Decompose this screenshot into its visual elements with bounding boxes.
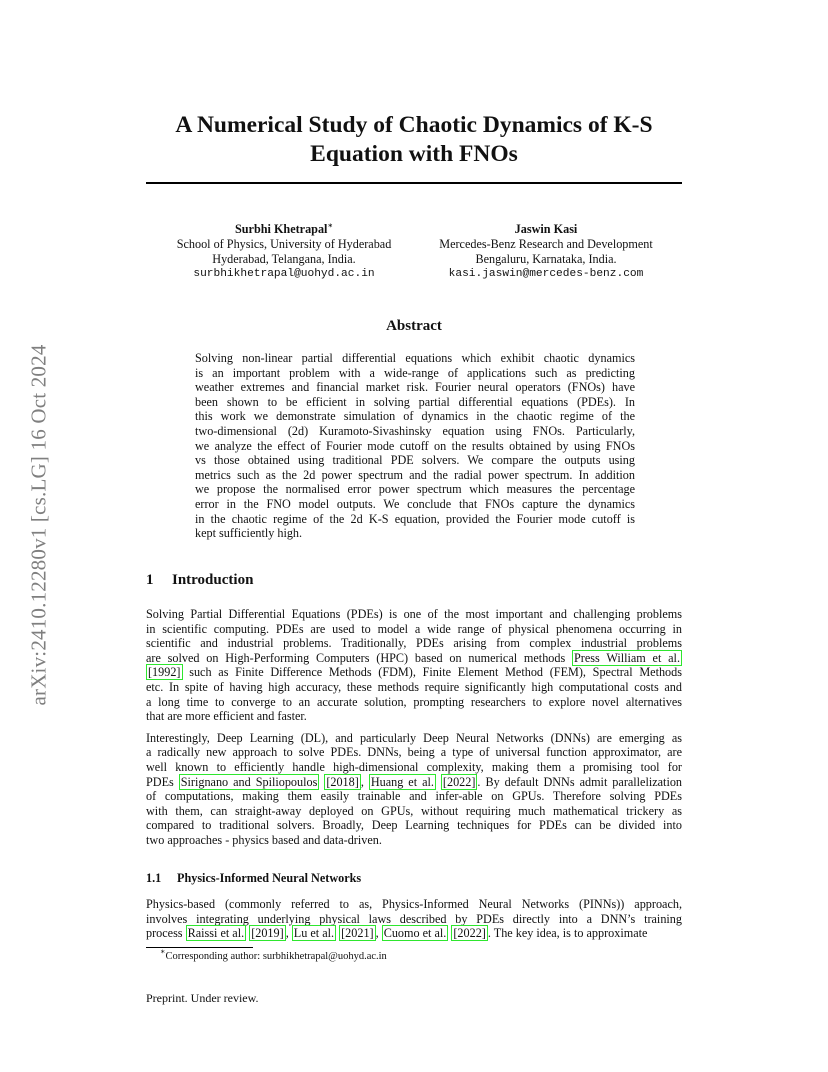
text-segment: in scientific computing. PDEs are used to model a wide range of physical phenomena occurring in <box>146 621 682 636</box>
text-segment: , <box>285 926 292 941</box>
abstract-line: kept sufficiently high. <box>195 526 303 541</box>
text-segment: etc. In spite of having high accuracy, these methods require significantly high computational costs and <box>146 679 682 694</box>
title-line-2: Equation with FNOs <box>310 141 518 167</box>
citation-link[interactable]: [2022] <box>453 926 486 941</box>
abstract-line: we propose the normalised error power spectrum which measures the percentage <box>195 482 635 497</box>
subsection-heading-pinn <box>146 871 361 886</box>
author-location: Hyderabad, Telangana, India. <box>212 252 356 266</box>
arxiv-id-text: arXiv:2410.12280v1 [cs.LG] 16 Oct 2024 <box>26 344 51 706</box>
text-segment: compared to traditional solvers. Broadly, Deep Learning techniques for PDEs can be divided into <box>146 818 682 833</box>
text-line <box>146 897 682 912</box>
text-segment: a radically new approach to solve PDEs. DNNs, being a type of universal function approximator, are <box>146 745 682 760</box>
abstract-line: this work we demonstrate simulation of dynamics in the chaotic regime of the <box>195 409 635 424</box>
author-block-2 <box>416 222 676 282</box>
text-segment: , <box>375 926 382 941</box>
text-segment: that are more efficient and faster. <box>146 709 307 724</box>
section-heading-introduction <box>146 572 253 589</box>
text-segment: process <box>146 926 186 941</box>
text-line <box>146 665 682 680</box>
text-line <box>146 789 682 804</box>
text-line <box>146 926 682 941</box>
text-segment: a long time to converge to an accurate solution, prompting researchers to explore novel alternatives <box>146 694 682 709</box>
citation-link[interactable]: [2021] <box>341 926 374 941</box>
author-block-1 <box>150 222 418 282</box>
corresponding-mark: ∗ <box>327 221 333 230</box>
text-segment: scientific and industrial problems. Traditionally, PDEs arising from complex industrial problems <box>146 636 682 651</box>
preprint-note: Preprint. Under review. <box>146 991 259 1005</box>
paper-title <box>146 111 682 169</box>
abstract-line: weather extremes and financial market risk. Fourier neural operators (FNOs) have <box>195 380 635 395</box>
citation-link[interactable]: Huang et al. <box>370 774 434 789</box>
section-title: Introduction <box>172 572 254 588</box>
text-line <box>146 680 682 695</box>
text-segment: of computations, making them easily trainable and infer-able on GPUs. Therefore solving PDEs <box>146 789 682 804</box>
abstract-line: in the chaotic regime of the 2d K-S equation, provided the Fourier mode cutoff is <box>195 511 635 526</box>
citation-link[interactable]: [1992] <box>148 665 181 680</box>
citation-link[interactable]: Sirignano and Spiliopoulos <box>180 774 318 789</box>
abstract-line: Solving non-linear partial differential equations which exhibit chaotic dynamics <box>195 351 635 365</box>
text-line <box>146 833 682 848</box>
abstract-line: we analyze the effect of Fourier mode cutoff on the results obtained by using FNOs <box>195 438 635 453</box>
text-line <box>146 695 682 710</box>
text-segment: two approaches - physics based and data-driven. <box>146 832 382 847</box>
citation-link[interactable]: [2019] <box>251 926 284 941</box>
introduction-body <box>146 607 682 848</box>
text-segment: Solving Partial Differential Equations (PDEs) is one of the most important and challenging problems <box>146 607 682 621</box>
text-segment: . The key idea, is to approximate <box>487 926 648 941</box>
abstract-line: error in the FNO model outputs. We conclude that FNOs capture the dynamics <box>195 496 635 511</box>
author-location: Bengaluru, Karnataka, India. <box>475 252 617 266</box>
text-segment: well known to efficiently handle high-dimensional complexity, making them a promising tool for <box>146 759 682 774</box>
text-segment: such as Finite Difference Methods (FDM), Finite Element Method (FEM), Spectral Methods <box>182 665 682 680</box>
text-line <box>146 636 682 651</box>
text-segment: , <box>360 774 369 789</box>
author-email[interactable]: surbhikhetrapal@uohyd.ac.in <box>193 268 375 280</box>
text-line <box>146 775 682 790</box>
citation-link[interactable]: Press William et al. <box>574 650 680 665</box>
text-segment: Interestingly, Deep Learning (DL), and particularly Deep Neural Networks (DNNs) are emerging as <box>146 730 682 745</box>
title-line-1: A Numerical Study of Chaotic Dynamics of K-S <box>175 112 653 138</box>
text-line <box>146 709 682 724</box>
text-segment: PDEs <box>146 774 179 789</box>
footnote-text: Corresponding author: surbhikhetrapal@uohyd.ac.in <box>165 951 387 962</box>
author-affiliation: School of Physics, University of Hyderabad <box>176 237 392 251</box>
abstract-body <box>195 351 635 541</box>
intro-paragraph-2 <box>146 731 682 848</box>
text-line <box>146 731 682 746</box>
text-line <box>146 651 682 666</box>
author-name-line <box>150 222 418 237</box>
citation-link[interactable]: Raissi et al. <box>187 926 245 941</box>
arxiv-identifier-stamp <box>27 290 51 760</box>
citation-link[interactable]: Lu et al. <box>293 926 335 941</box>
subsection-number: 1.1 <box>146 871 162 885</box>
intro-paragraph-1 <box>146 607 682 724</box>
text-line <box>146 818 682 833</box>
abstract-line: is an important problem with a wide-range of applications such as predicting <box>195 365 635 380</box>
text-line <box>146 912 682 927</box>
author-name: Surbhi Khetrapal <box>235 222 328 236</box>
author-email[interactable]: kasi.jaswin@mercedes-benz.com <box>448 268 644 280</box>
text-line <box>146 622 682 637</box>
footnote-mark: ∗ <box>160 947 166 956</box>
citation-link[interactable]: [2022] <box>442 774 476 789</box>
title-rule <box>146 182 682 184</box>
abstract-line: two-dimensional (2d) Kuramoto-Sivashinsky equation using FNOs. Particularly, <box>195 423 635 438</box>
subsection-title: Physics-Informed Neural Networks <box>177 871 362 885</box>
footnote <box>160 947 387 962</box>
citation-link[interactable]: [2018] <box>326 774 359 789</box>
author-name: Jaswin Kasi <box>514 222 578 236</box>
text-line <box>146 760 682 775</box>
abstract-line: metrics such as the 2d power spectrum and the radial power spectrum. In addition <box>195 467 635 482</box>
text-line <box>146 804 682 819</box>
citation-link[interactable]: Cuomo et al. <box>383 926 447 941</box>
text-segment: . By default DNNs admit parallelization <box>477 774 683 789</box>
author-affiliation: Mercedes-Benz Research and Development <box>439 237 653 251</box>
text-segment: involves integrating underlying physical laws described by PDEs directly into a DNN’s training <box>146 911 682 926</box>
text-segment: Physics-based (commonly referred to as, Physics-Informed Neural Networks (PINNs)) approach, <box>146 897 682 911</box>
abstract-line: been shown to be efficient in solving partial differential equations (PDEs). In <box>195 394 635 409</box>
section-number: 1 <box>146 572 154 588</box>
abstract-heading: Abstract <box>386 318 442 334</box>
text-line <box>146 745 682 760</box>
text-segment: with them, can straight-away deployed on GPUs, without requiring much mathematical trickery as <box>146 803 682 818</box>
text-line <box>146 607 682 622</box>
abstract-line: vs those obtained using traditional PDE solvers. We compare the outputs using <box>195 453 635 468</box>
text-segment: are solved on High-Performing Computers (HPC) based on numerical methods <box>146 650 573 665</box>
pinn-paragraph <box>146 897 682 941</box>
